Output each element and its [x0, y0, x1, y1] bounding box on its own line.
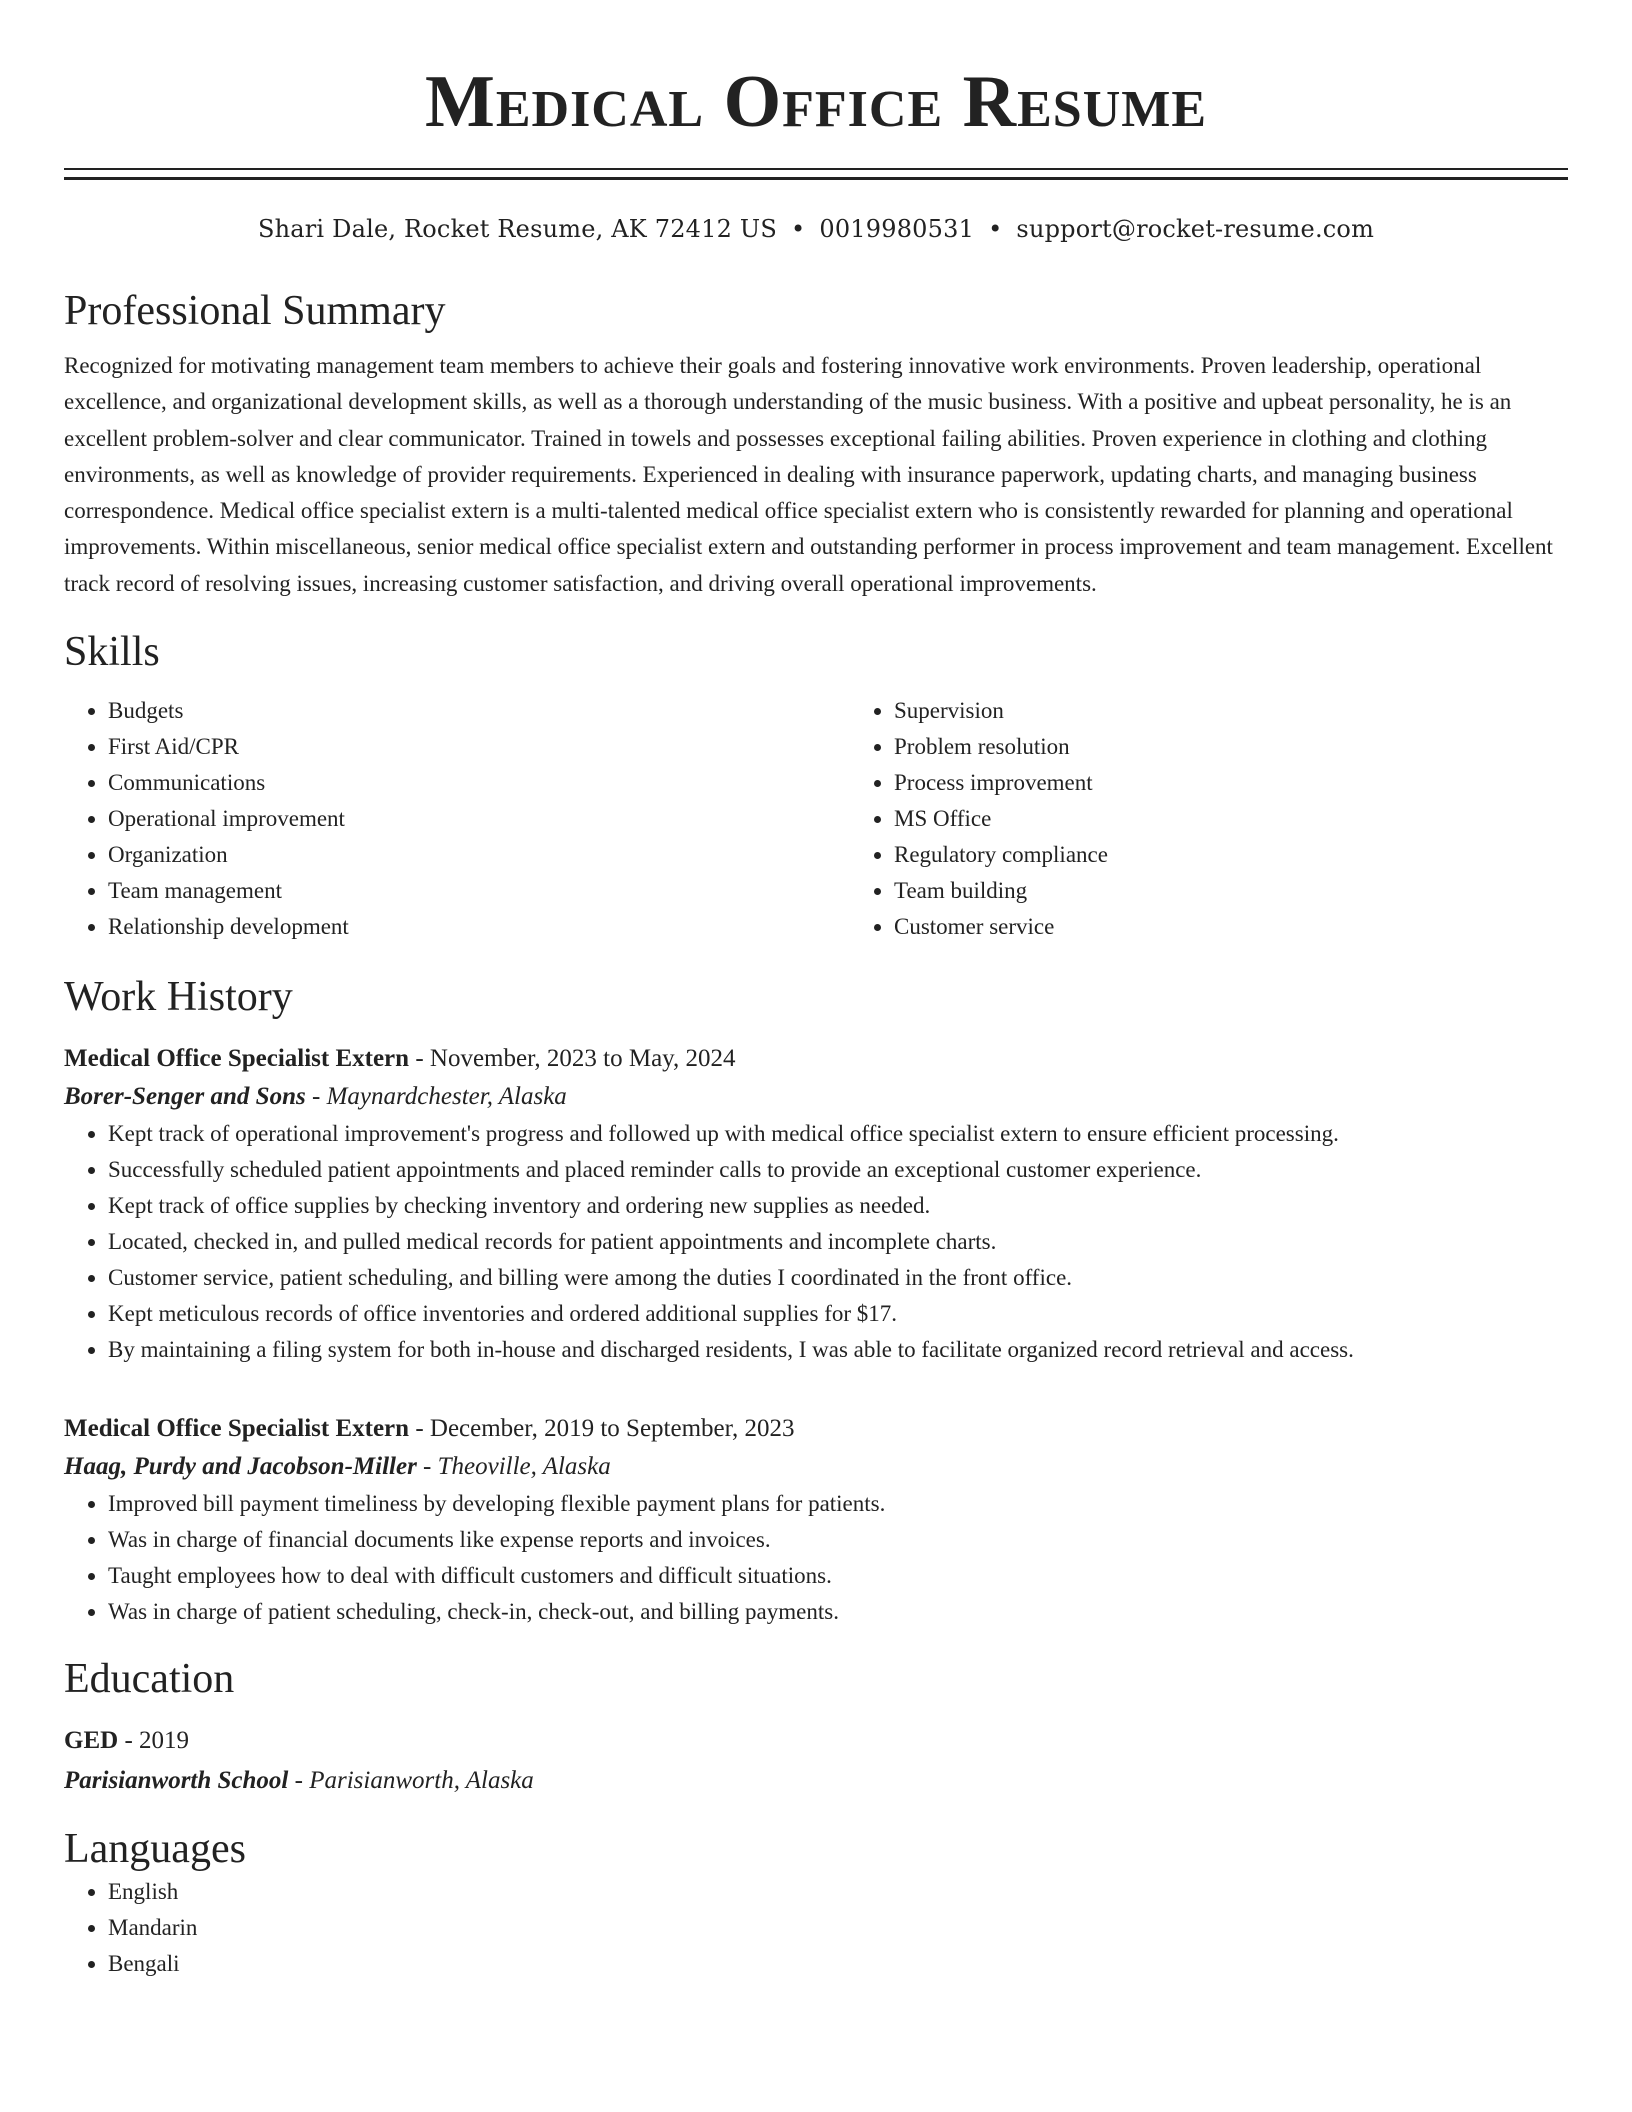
- duty-item: • Was in charge of patient scheduling, check-in, check-out, and billing payments.: [108, 1594, 1568, 1630]
- education-entry: [64, 1722, 1568, 1800]
- skill-item: • MS Office: [894, 801, 1632, 837]
- title-divider: [64, 168, 1568, 180]
- employer-name: Haag, Purdy and Jacobson-Miller: [64, 1453, 417, 1481]
- job-duties: [64, 1486, 1568, 1630]
- job-dates: December, 2019 to September, 2023: [429, 1415, 795, 1443]
- employer-location: Maynardchester, Alaska: [326, 1083, 567, 1111]
- duty-item: • Kept track of office supplies by checking inventory and ordering new supplies as needed.: [108, 1188, 1568, 1224]
- dash: -: [409, 1045, 430, 1073]
- skill-item: • Problem resolution: [894, 729, 1632, 765]
- degree: GED: [64, 1727, 119, 1755]
- skill-item: • Process improvement: [894, 765, 1632, 801]
- duty-item: • Taught employees how to deal with difficult customers and difficult situations.: [108, 1558, 1568, 1594]
- skill-item: • Communications: [108, 765, 850, 801]
- school-location: Parisianworth, Alaska: [309, 1767, 534, 1795]
- employer-line: [64, 1448, 1568, 1486]
- job-dates: November, 2023 to May, 2024: [429, 1045, 736, 1073]
- duty-item: • Successfully scheduled patient appointments and placed reminder calls to provide an exceptional customer experience.: [108, 1152, 1568, 1188]
- summary-heading: Professional Summary: [64, 288, 446, 334]
- summary-text: Recognized for motivating management team members to achieve their goals and fostering innovative work environments. Proven leadership, operational excellence, and organizational development skills, as well as a thorough understanding of the music business. With a positive and upbeat personality, he is an excellent problem-solver and clear communicator. Trained in towels and possesses exceptional failing abilities. Proven experience in clothing and clothing environments, as well as knowledge of provider requirements. Experienced in dealing with insurance paperwork, updating charts, and managing business correspondence. Medical office specialist extern is a multi-talented medical office specialist extern who is consistently rewarded for planning and operational improvements. Within miscellaneous, senior medical office specialist extern and outstanding performer in process improvement and team management. Excellent track record of resolving issues, increasing customer satisfaction, and driving overall operational improvements.: [64, 353, 1553, 596]
- skill-item: • First Aid/CPR: [108, 729, 850, 765]
- contact-separator: •: [791, 215, 806, 243]
- dash: -: [305, 1083, 327, 1111]
- skill-item: • Supervision: [894, 693, 1632, 729]
- employer-name: Borer-Senger and Sons: [64, 1083, 306, 1111]
- contact-separator: •: [988, 215, 1003, 243]
- language-item: • Mandarin: [108, 1910, 1568, 1946]
- dash: -: [409, 1415, 430, 1443]
- employer-location: Theoville, Alaska: [437, 1453, 611, 1481]
- skill-item: • Team management: [108, 873, 850, 909]
- dash: -: [288, 1767, 310, 1795]
- school-line: [64, 1762, 1568, 1800]
- skills-columns: [64, 693, 1568, 945]
- job-title-line: [64, 1410, 1568, 1448]
- degree-line: [64, 1722, 1568, 1760]
- skill-item: • Customer service: [894, 909, 1632, 945]
- school-name: Parisianworth School: [64, 1767, 289, 1795]
- job-title-line: [64, 1040, 1568, 1078]
- duty-item: • By maintaining a filing system for both in-house and discharged residents, I was able to facilitate organized record retrieval and access.: [108, 1332, 1568, 1368]
- job-entry: [64, 1040, 1568, 1368]
- contact-email: support@rocket-resume.com: [1016, 215, 1375, 243]
- duty-item: • Kept track of operational improvement's progress and followed up with medical office specialist extern to ensure efficient processing.: [108, 1116, 1568, 1152]
- language-item: • Bengali: [108, 1946, 1568, 1982]
- languages-heading: Languages: [64, 1826, 246, 1873]
- education-heading: Education: [64, 1656, 235, 1703]
- dash: -: [118, 1727, 140, 1755]
- contact-line: [64, 214, 1568, 244]
- language-item: • English: [108, 1874, 1568, 1910]
- work-history-heading: Work History: [64, 974, 293, 1021]
- dash: -: [416, 1453, 438, 1481]
- degree-year: 2019: [139, 1727, 190, 1755]
- employer-line: [64, 1078, 1568, 1116]
- skill-item: • Budgets: [108, 693, 850, 729]
- job-entry: [64, 1410, 1568, 1630]
- skill-item: • Organization: [108, 837, 850, 873]
- duty-item: • Was in charge of financial documents like expense reports and invoices.: [108, 1522, 1568, 1558]
- page-title: Medical Office Resume: [424, 61, 1208, 143]
- skill-item: • Team building: [894, 873, 1632, 909]
- skill-item: • Operational improvement: [108, 801, 850, 837]
- duty-item: • Improved bill payment timeliness by developing flexible payment plans for patients.: [108, 1486, 1568, 1522]
- languages-list: [64, 1874, 1568, 1982]
- skills-list-right: [850, 693, 1632, 945]
- duty-item: • Located, checked in, and pulled medical records for patient appointments and incomplete charts.: [108, 1224, 1568, 1260]
- skill-item: • Regulatory compliance: [894, 837, 1632, 873]
- duty-item: • Kept meticulous records of office inventories and ordered additional supplies for $17.: [108, 1296, 1568, 1332]
- job-duties: [64, 1116, 1568, 1368]
- contact-phone: 0019980531: [819, 215, 975, 243]
- duty-item: • Customer service, patient scheduling, and billing were among the duties I coordinated in the front office.: [108, 1260, 1568, 1296]
- resume-page: [64, 0, 1568, 1982]
- contact-address: Shari Dale, Rocket Resume, AK 72412 US: [257, 215, 777, 243]
- skill-item: • Relationship development: [108, 909, 850, 945]
- job-title: Medical Office Specialist Extern: [64, 1045, 410, 1073]
- skills-list-left: [64, 693, 850, 945]
- job-title: Medical Office Specialist Extern: [64, 1415, 410, 1443]
- skills-heading: Skills: [64, 629, 160, 676]
